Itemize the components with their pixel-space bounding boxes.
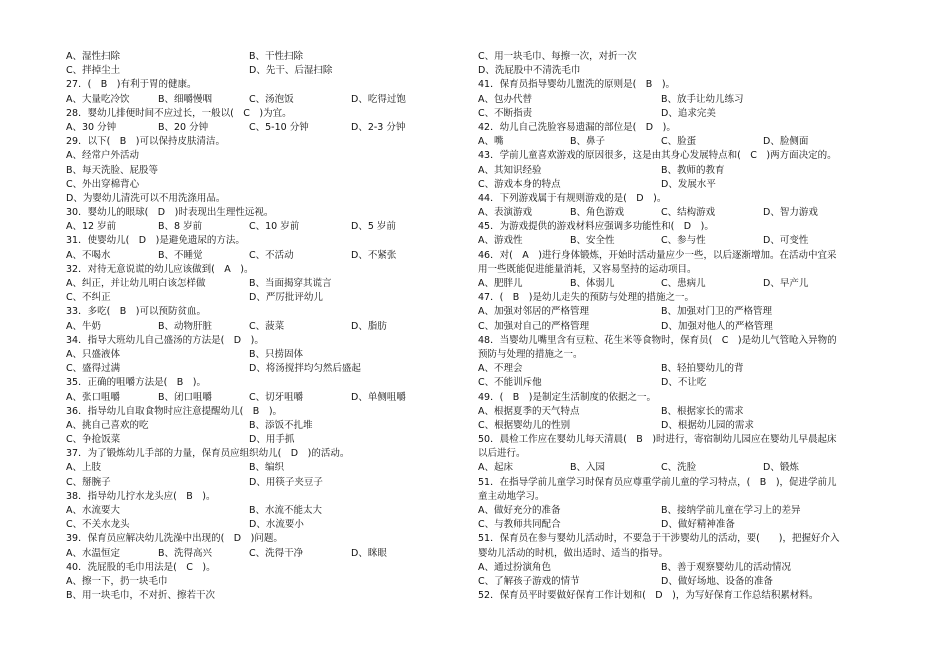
options-line [478,376,888,390]
options-line [478,234,888,248]
question-line: 29．以下( B )可以保持皮肤清洁。 [66,136,226,148]
answer-option: B、安全性 [570,235,615,247]
options-line [478,518,888,532]
answer-option: A、嘴 [478,136,504,148]
right-column [478,50,888,603]
answer-option: C、结构游戏 [661,207,716,219]
options-line [478,164,888,178]
answer-option: B、鼻子 [570,136,606,148]
answer-option: C、不断指责 [478,107,533,119]
options-line [66,362,476,376]
answer-option: A、不理会 [478,363,523,375]
answer-option: A、不喝水 [66,249,111,261]
options-line [66,518,476,532]
answer-option: C、与教师共同配合 [478,519,561,531]
answer-option: C、不关水龙头 [66,519,130,531]
answer-option: A、水流要大 [66,505,120,516]
answer-option: B、善于观察婴幼儿的活动情况 [661,561,792,573]
answer-option: D、用筷子夹豆子 [249,476,323,488]
answer-option: C、洗脸 [661,462,697,474]
question-line: 33．多吃( B )可以预防贫血。 [66,306,207,318]
question-line: 41．保育员指导婴幼儿盥洗的原则是( B )。 [478,79,676,91]
answer-option: B、不睡觉 [158,249,203,261]
options-line [66,461,476,475]
answer-option: D、做好场地、设备的准备 [661,575,773,587]
answer-option: A、经常户外活动 [66,150,139,162]
options-line [66,419,476,433]
answer-option: A、根据夏季的天气特点 [478,405,580,417]
answer-option: D、将汤搅拌均匀然后盛起 [249,363,361,375]
answer-option: D、不让吃 [661,377,707,389]
answer-option: B、水流不能太大 [249,505,323,516]
answer-option: D、吃得过饱 [351,93,406,105]
options-line [66,64,476,78]
options-line [66,249,476,263]
answer-option: C、切牙咀嚼 [249,391,304,403]
answer-option: D、脸侧面 [763,136,809,148]
answer-option: D、做好精神准备 [661,519,735,531]
answer-option: D、追求完美 [661,107,716,119]
question-line: 44．下列游戏属于有规则游戏的是( D )。 [478,192,667,204]
answer-option: C、菠菜 [249,320,285,332]
answer-option: A、通过扮演角色 [478,561,551,573]
options-line [478,93,888,107]
options-line [478,405,888,419]
answer-option: D、脂肪 [351,320,387,332]
options-line [478,575,888,589]
options-line [66,433,476,447]
options-line [478,206,888,220]
question-line: 童主动地学习。 [478,490,545,502]
answer-option: B、闭口咀嚼 [158,391,213,403]
options-line [478,362,888,376]
question-line: 28．婴幼儿排便时间不应过长，一般以( C )为宜。 [66,107,292,119]
answer-option: A、表演游戏 [478,207,532,219]
answer-option: C、不纠正 [66,292,111,304]
options-line [478,277,888,291]
question-line: 27．( B )有利于胃的健康。 [66,79,197,91]
options-line [478,305,888,319]
answer-option: A、上肢 [66,462,101,474]
question-line: 31．使婴幼儿( D )是避免遗尿的方法。 [66,235,245,247]
question-line: 51．保育员在参与婴幼儿活动时，不要急于干涉婴幼儿的活动，要( )，把握好介入 [478,533,840,545]
question-line: 32．对待无意说谎的幼儿应该做到( A )。 [66,263,254,275]
answer-option: B、只捞固体 [249,348,304,360]
answer-option: D、不紧张 [351,249,397,261]
options-line [66,93,476,107]
answer-option: D、可变性 [763,235,809,247]
question-line: 38．指导幼儿拧水龙头应( B )。 [66,490,216,502]
answer-option: A、纠正，并让幼儿明白该怎样做 [66,278,206,289]
options-line [66,320,476,334]
answer-option: A、大量吃冷饮 [66,93,130,105]
options-line [66,348,476,362]
options-line [478,178,888,192]
answer-option: D、为婴幼儿清洗可以不用洗涤用品。 [66,192,226,204]
options-line [478,50,888,64]
answer-option: A、游戏性 [478,235,523,247]
answer-option: A、只盛液体 [66,348,120,360]
answer-option: D、智力游戏 [763,207,818,219]
question-line: 51．在指导学前儿童学习时保育员应尊重学前儿童的学习特点，( B )，促进学前儿 [478,476,837,488]
question-line: 42．幼儿自己洗脸容易遗漏的部位是( D )。 [478,121,676,133]
answer-option: C、了解孩子游戏的情节 [478,575,580,587]
question-line: 37．为了锻炼幼儿手部的力量，保育员应组织幼儿( D )的活动。 [66,448,350,460]
answer-option: D、洗屁股中不清洗毛巾 [478,65,581,77]
answer-option: B、动物肝脏 [158,320,213,332]
answer-option: C、汤泡饭 [249,93,294,105]
answer-option: D、早产儿 [763,278,809,289]
answer-option: A、张口咀嚼 [66,391,120,403]
question-line: 以后进行。 [478,448,526,460]
answer-option: D、用手抓 [249,434,295,446]
options-line [478,320,888,334]
answer-option: A、包办代替 [478,93,532,105]
question-line: 35．正确的咀嚼方法是( B )。 [66,377,207,389]
options-line [66,50,476,64]
options-line [478,504,888,518]
answer-option: C、洗得干净 [249,547,304,559]
options-line [66,178,476,192]
answer-option: C、5-10 分钟 [249,121,309,133]
options-line [66,291,476,305]
answer-option: C、不活动 [249,249,294,261]
answer-option: C、10 岁前 [249,221,300,233]
question-line: 47．( B )是幼儿走失的预防与处理的措施之一。 [478,292,695,304]
answer-option: A、其知识经验 [478,164,542,176]
answer-option: C、参与性 [661,235,706,247]
question-line: 48．当婴幼儿嘴里含有豆粒、花生米等食物时，保育员( C )是幼儿气管呛入异物的 [478,334,837,346]
answer-option: B、添饭不扎堆 [249,419,313,431]
answer-option: C、根据婴幼儿的性别 [478,419,571,431]
answer-option: C、盛得过满 [66,363,121,375]
answer-option: C、掰腕子 [66,476,111,488]
answer-option: D、加强对他人的严格管理 [661,320,773,332]
answer-option: A、做好充分的准备 [478,505,561,516]
answer-option: A、起床 [478,462,513,474]
answer-option: A、12 岁前 [66,221,117,233]
question-line: 30．婴幼儿的眼球( D )时表现出生理性远视。 [66,207,274,219]
answer-option: A、湿性扫除 [66,51,120,62]
answer-option: B、洗得高兴 [158,547,213,559]
answer-option: C、用一块毛巾、每擦一次，对折一次 [478,51,637,62]
options-line [66,192,476,206]
answer-option: D、2-3 分钟 [351,121,406,133]
answer-option: B、体弱儿 [570,278,615,289]
answer-option: D、根据幼儿园的需求 [661,419,754,431]
question-line: 50．晨检工作应在婴幼儿每天清晨( B )时进行，寄宿制幼儿园应在婴幼儿早晨起床 [478,434,837,446]
question-line: 52．保育员平时要做好保育工作计划和( D )，为写好保育工作总结积累材料。 [478,590,819,602]
answer-option: D、发展水平 [661,178,716,190]
options-line [66,121,476,135]
question-line: 34．指导大班幼儿自己盛汤的方法是( D )。 [66,334,264,346]
answer-option: C、脸蛋 [661,136,697,148]
answer-option: C、患病儿 [661,278,706,289]
answer-option: B、用一块毛巾，不对折、擦若干次 [66,590,216,602]
answer-option: B、加强对门卫的严格管理 [661,306,773,318]
answer-option: C、争抢饭菜 [66,434,121,446]
question-line: 49．( B )是制定生活制度的依据之一。 [478,391,657,403]
options-line [66,575,476,589]
answer-option: B、编织 [249,462,285,474]
answer-option: B、放手让幼儿练习 [661,93,744,105]
answer-option: D、5 岁前 [351,221,396,233]
answer-option: B、根据家长的需求 [661,405,744,417]
answer-option: C、游戏本身的特点 [478,178,561,190]
question-line: 用一些既能促进能量消耗，又容易坚持的运动项目。 [478,263,697,275]
options-line [66,220,476,234]
question-line: 40．洗屁股的毛巾用法是( C )。 [66,561,216,573]
answer-option: B、细嚼慢咽 [158,93,213,105]
question-line: 预防与处理的措施之一。 [478,348,583,360]
answer-option: A、肥胖儿 [478,278,523,289]
answer-option: A、挑自己喜欢的吃 [66,419,149,431]
answer-option: A、加强对邻居的严格管理 [478,306,589,318]
options-line [478,561,888,575]
options-line [66,589,476,603]
answer-option: C、外出穿棉背心 [66,178,140,190]
answer-option: B、接纳学前儿童在学习上的差异 [661,505,801,516]
answer-option: B、入园 [570,462,606,474]
options-line [66,164,476,178]
answer-option: C、不能训斥他 [478,377,542,389]
answer-option: B、干性扫除 [249,51,304,62]
options-line [478,64,888,78]
question-line: 婴幼儿活动的时机，做出适时、适当的指导。 [478,547,669,559]
options-line [66,277,476,291]
options-line [478,135,888,149]
options-line [66,547,476,561]
answer-option: D、单侧咀嚼 [351,391,406,403]
options-line [478,461,888,475]
answer-option: D、水流要小 [249,519,304,531]
answer-option: B、角色游戏 [570,207,625,219]
answer-option: B、20 分钟 [158,121,209,133]
answer-option: B、每天洗脸、屁股等 [66,164,159,176]
options-line [66,476,476,490]
answer-option: D、眯眼 [351,547,387,559]
question-line: 46．对( A )进行身体锻炼，开始时活动量应少一些，以后逐渐增加。在活动中宜采 [478,249,837,261]
answer-option: D、锻炼 [763,462,799,474]
question-line: 36．指导幼儿自取食物时应注意提醒幼儿( B )。 [66,405,283,417]
question-line: 43．学前儿童喜欢游戏的原因很多，这是由其身心发展特点和( C )两方面决定的。 [478,150,837,162]
answer-option: A、水温恒定 [66,547,120,559]
options-line [66,391,476,405]
answer-option: B、8 岁前 [158,221,203,233]
answer-option: A、擦一下，扔一块毛巾 [66,575,168,587]
question-line: 39．保育员应解决幼儿洗澡中出现的( D )问题。 [66,533,283,545]
options-line [478,419,888,433]
answer-option: C、拌掉尘土 [66,65,121,77]
left-column [66,50,476,603]
answer-option: C、加强对自己的严格管理 [478,320,590,332]
answer-option: B、教师的教育 [661,164,725,176]
answer-option: B、当面揭穿其谎言 [249,278,332,289]
options-line [478,107,888,121]
answer-option: A、30 分钟 [66,121,117,133]
answer-option: B、轻拍婴幼儿的背 [661,363,744,375]
options-line [66,149,476,163]
answer-option: D、先干、后湿扫除 [249,65,333,77]
answer-option: D、严厉批评幼儿 [249,292,323,304]
answer-option: A、牛奶 [66,320,101,332]
question-line: 45．为游戏提供的游戏材料应强调多功能性和( D )。 [478,221,714,233]
options-line [66,504,476,518]
